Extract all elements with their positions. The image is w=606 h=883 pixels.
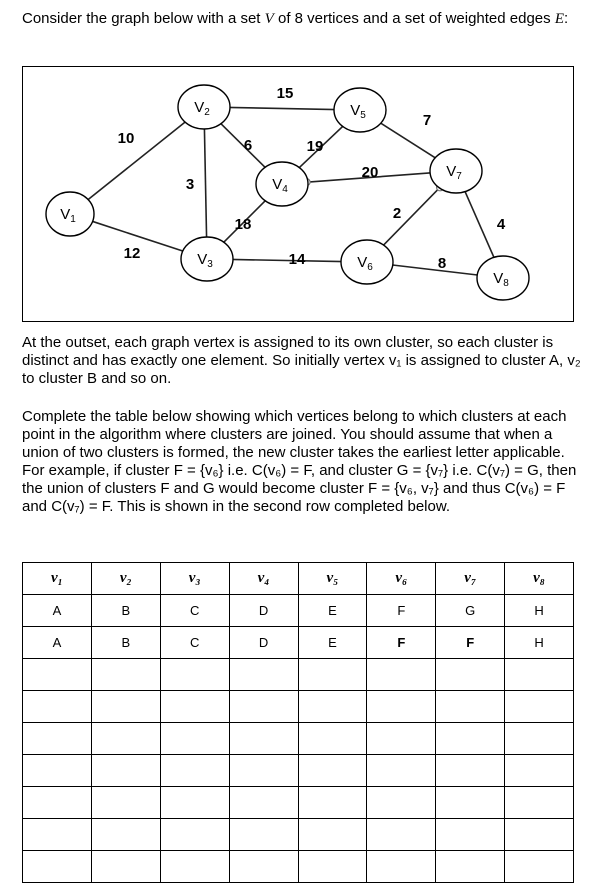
cluster-cell: E	[298, 595, 367, 627]
edge-weight-v1-v2: 10	[117, 129, 135, 147]
empty-cluster-cell[interactable]	[229, 787, 298, 819]
edge-weight-v2-v4: 6	[243, 136, 253, 154]
empty-cluster-cell[interactable]	[298, 691, 367, 723]
empty-cluster-cell[interactable]	[160, 659, 229, 691]
cluster-table	[22, 562, 574, 883]
edge-weight-v1-v3: 12	[123, 244, 141, 262]
column-header-v5: v₅	[298, 563, 367, 595]
edge-set-symbol: E	[554, 11, 564, 27]
vertex-label-v4: $V_4$	[272, 175, 288, 195]
vertex-set-symbol: V	[264, 11, 274, 27]
cluster-cell: F	[436, 627, 505, 659]
empty-cluster-cell[interactable]	[160, 851, 229, 883]
empty-cluster-cell[interactable]	[367, 851, 436, 883]
table-header-row	[23, 563, 574, 595]
table-row	[23, 755, 574, 787]
empty-cluster-cell[interactable]	[367, 691, 436, 723]
empty-cluster-cell[interactable]	[23, 691, 92, 723]
empty-cluster-cell[interactable]	[229, 819, 298, 851]
empty-cluster-cell[interactable]	[505, 659, 574, 691]
edge-weight-v2-v5: 15	[276, 84, 294, 102]
empty-cluster-cell[interactable]	[160, 691, 229, 723]
edge-weight-v3-v4: 18	[234, 215, 252, 233]
empty-cluster-cell[interactable]	[367, 723, 436, 755]
empty-cluster-cell[interactable]	[229, 723, 298, 755]
empty-cluster-cell[interactable]	[367, 755, 436, 787]
empty-cluster-cell[interactable]	[367, 787, 436, 819]
table-row	[23, 659, 574, 691]
column-header-v2: v₂	[91, 563, 160, 595]
cluster-cell: A	[23, 595, 92, 627]
cluster-cell: C	[160, 595, 229, 627]
empty-cluster-cell[interactable]	[23, 787, 92, 819]
intro-paragraph	[22, 10, 582, 28]
cluster-cell: A	[23, 627, 92, 659]
table-row	[23, 723, 574, 755]
column-header-v8: v₈	[505, 563, 574, 595]
empty-cluster-cell[interactable]	[23, 723, 92, 755]
instructions-paragraph: Complete the table below showing which vertices belong to which clusters at each point in the algorithm where clusters are joined. You should assume that when a union of two clusters is formed, the new cluster takes the earliest letter applicable. For example, if cluster F = {v₆} i.e. C(v₆) = F, and cluster G = {v₇} i.e. C(v₇) = G, then the union of clusters F and G would become cluster F = {v₆, v₇} and thus C(v₆) = F and C(v₇) = F. This is shown in the second row completed below.	[22, 408, 577, 515]
empty-cluster-cell[interactable]	[436, 787, 505, 819]
intro-text-b: of 8 vertices and a set of weighted edges	[273, 10, 555, 27]
empty-cluster-cell[interactable]	[436, 659, 505, 691]
empty-cluster-cell[interactable]	[298, 659, 367, 691]
table-row	[23, 851, 574, 883]
vertex-label-v8: $V_8$	[493, 269, 509, 289]
edge-v6-v8	[391, 265, 478, 275]
empty-cluster-cell[interactable]	[505, 723, 574, 755]
empty-cluster-cell[interactable]	[229, 691, 298, 723]
empty-cluster-cell[interactable]	[91, 755, 160, 787]
intro-text-c: :	[564, 10, 569, 27]
empty-cluster-cell[interactable]	[367, 819, 436, 851]
empty-cluster-cell[interactable]	[436, 851, 505, 883]
edge-v6-v7	[383, 187, 440, 245]
empty-cluster-cell[interactable]	[298, 723, 367, 755]
edge-v2-v5	[229, 107, 336, 109]
empty-cluster-cell[interactable]	[91, 787, 160, 819]
empty-cluster-cell[interactable]	[229, 755, 298, 787]
column-header-v3: v₃	[160, 563, 229, 595]
empty-cluster-cell[interactable]	[229, 659, 298, 691]
empty-cluster-cell[interactable]	[505, 851, 574, 883]
empty-cluster-cell[interactable]	[298, 819, 367, 851]
edge-weight-v2-v3: 3	[185, 175, 195, 193]
empty-cluster-cell[interactable]	[160, 787, 229, 819]
edge-v7-v8	[465, 191, 495, 259]
edge-weight-v4-v7: 20	[361, 163, 379, 181]
cluster-cell: D	[229, 595, 298, 627]
cluster-cell: D	[229, 627, 298, 659]
edge-v3-v6	[232, 259, 343, 261]
cluster-cell: F	[367, 595, 436, 627]
vertex-label-v7: $V_7$	[446, 162, 462, 182]
empty-cluster-cell[interactable]	[298, 787, 367, 819]
empty-cluster-cell[interactable]	[505, 819, 574, 851]
column-header-v4: v₄	[229, 563, 298, 595]
table-row	[23, 595, 574, 627]
intro-text-a: Consider the graph below with a set	[22, 10, 265, 27]
empty-cluster-cell[interactable]	[23, 819, 92, 851]
vertex-label-v2: $V_2$	[194, 98, 210, 118]
vertex-label-v5: $V_5$	[350, 101, 366, 121]
edge-weight-v3-v6: 14	[288, 250, 306, 268]
edge-weight-v5-v7: 7	[422, 111, 432, 129]
table-row	[23, 787, 574, 819]
outset-paragraph: At the outset, each graph vertex is assigned to its own cluster, so each cluster is distinct and has exactly one element. So initially vertex v₁ is assigned to cluster A, v₂ to cluster B and so on.	[22, 334, 581, 387]
empty-cluster-cell[interactable]	[91, 819, 160, 851]
cluster-cell: H	[505, 595, 574, 627]
empty-cluster-cell[interactable]	[23, 755, 92, 787]
cluster-cell: B	[91, 595, 160, 627]
empty-cluster-cell[interactable]	[505, 691, 574, 723]
empty-cluster-cell[interactable]	[160, 755, 229, 787]
empty-cluster-cell[interactable]	[91, 723, 160, 755]
table-row	[23, 819, 574, 851]
empty-cluster-cell[interactable]	[367, 659, 436, 691]
empty-cluster-cell[interactable]	[91, 659, 160, 691]
vertex-label-v3: $V_3$	[197, 250, 213, 270]
empty-cluster-cell[interactable]	[505, 755, 574, 787]
edge-v1-v2	[87, 122, 186, 201]
cluster-cell: C	[160, 627, 229, 659]
vertex-label-v1: $V_1$	[60, 205, 76, 225]
cluster-cell: E	[298, 627, 367, 659]
table-row	[23, 627, 574, 659]
empty-cluster-cell[interactable]	[436, 819, 505, 851]
vertex-label-v6: $V_6$	[357, 253, 373, 273]
cluster-cell: H	[505, 627, 574, 659]
graph-diagram	[22, 66, 574, 322]
column-header-v1: v₁	[23, 563, 92, 595]
graph-canvas	[23, 67, 575, 323]
empty-cluster-cell[interactable]	[23, 659, 92, 691]
table-row	[23, 691, 574, 723]
empty-cluster-cell[interactable]	[298, 755, 367, 787]
column-header-v6: v₆	[367, 563, 436, 595]
cluster-cell: F	[367, 627, 436, 659]
empty-cluster-cell[interactable]	[505, 787, 574, 819]
empty-cluster-cell[interactable]	[298, 851, 367, 883]
empty-cluster-cell[interactable]	[160, 819, 229, 851]
cluster-cell: B	[91, 627, 160, 659]
edge-weight-v4-v5: 19	[306, 137, 324, 155]
empty-cluster-cell[interactable]	[436, 755, 505, 787]
empty-cluster-cell[interactable]	[160, 723, 229, 755]
edge-weight-v7-v8: 4	[496, 215, 506, 233]
empty-cluster-cell[interactable]	[436, 723, 505, 755]
column-header-v7: v₇	[436, 563, 505, 595]
edge-weight-v6-v7: 2	[392, 204, 402, 222]
edge-weight-v6-v8: 8	[437, 254, 447, 272]
empty-cluster-cell[interactable]	[229, 851, 298, 883]
empty-cluster-cell[interactable]	[436, 691, 505, 723]
edge-v2-v3	[204, 128, 206, 238]
cluster-cell: G	[436, 595, 505, 627]
table-body	[23, 595, 574, 883]
empty-cluster-cell[interactable]	[91, 851, 160, 883]
empty-cluster-cell[interactable]	[23, 851, 92, 883]
empty-cluster-cell[interactable]	[91, 691, 160, 723]
